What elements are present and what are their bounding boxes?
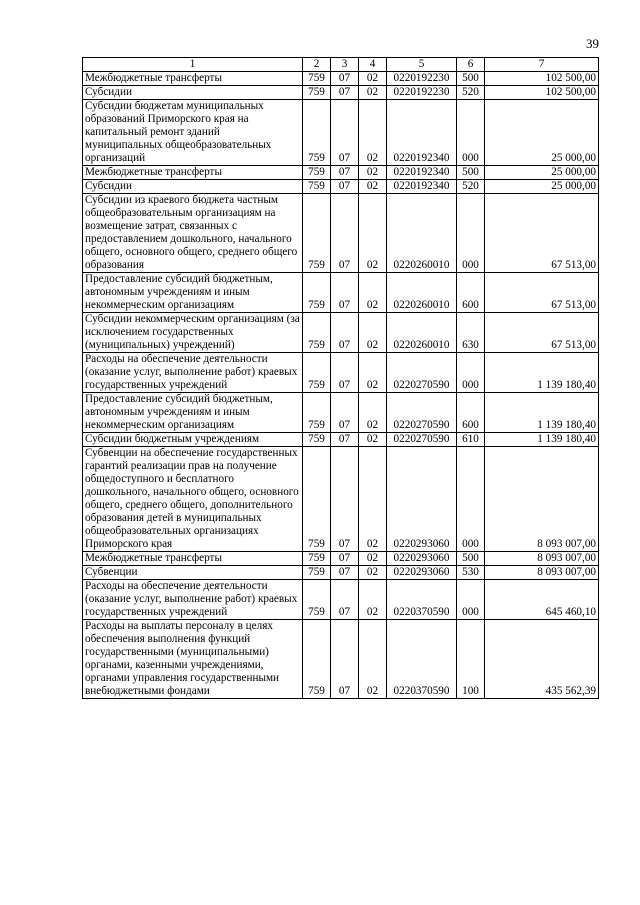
row-name-cell: Межбюджетные трансферты [83,72,303,86]
row-subsection-cell: 02 [359,273,387,313]
column-header: 2 [303,58,331,72]
row-name-cell: Субсидии некоммерческим организациям (за исключением государственных (муниципальных) учреждений) [83,313,303,353]
row-expense-type-cell: 000 [457,100,485,166]
row-amount-cell: 25 000,00 [485,100,599,166]
row-grbs-cell: 759 [303,393,331,433]
row-section-cell: 07 [331,100,359,166]
row-target-code-cell: 0220293060 [387,566,457,580]
table-row [83,313,599,353]
row-target-code-cell: 0220192340 [387,180,457,194]
table-row [83,194,599,273]
row-name-cell: Субвенции на обеспечение государственных гарантий реализации прав на получение общедоступного и бесплатного дошкольного, начального общего, основного общего, среднего общего, дополнительного образования детей в муниципальных общеобразовательных организациях Приморского края [83,447,303,552]
table-row [83,100,599,166]
row-name-cell: Субвенции [83,566,303,580]
row-section-cell: 07 [331,433,359,447]
row-name-cell: Расходы на обеспечение деятельности (оказание услуг, выполнение работ) краевых государственных учреждений [83,353,303,393]
row-subsection-cell: 02 [359,580,387,620]
table-row [83,353,599,393]
row-section-cell: 07 [331,86,359,100]
row-expense-type-cell: 100 [457,620,485,699]
row-subsection-cell: 02 [359,552,387,566]
row-section-cell: 07 [331,447,359,552]
row-target-code-cell: 0220192340 [387,166,457,180]
row-grbs-cell: 759 [303,86,331,100]
row-name-cell: Субсидии бюджетным учреждениям [83,433,303,447]
row-target-code-cell: 0220192230 [387,72,457,86]
row-expense-type-cell: 000 [457,353,485,393]
row-amount-cell: 25 000,00 [485,166,599,180]
row-target-code-cell: 0220270590 [387,433,457,447]
row-subsection-cell: 02 [359,566,387,580]
header-row [83,58,599,72]
row-grbs-cell: 759 [303,566,331,580]
row-grbs-cell: 759 [303,100,331,166]
row-name-cell: Субсидии [83,86,303,100]
row-grbs-cell: 759 [303,313,331,353]
row-expense-type-cell: 500 [457,166,485,180]
row-target-code-cell: 0220270590 [387,353,457,393]
row-expense-type-cell: 000 [457,194,485,273]
table-header [83,58,599,72]
row-amount-cell: 67 513,00 [485,313,599,353]
row-section-cell: 07 [331,313,359,353]
row-name-cell: Субсидии из краевого бюджета частным общеобразовательным организациям на возмещение затрат, связанных с предоставлением дошкольного, начального общего, основного общего, среднего общего образования [83,194,303,273]
row-grbs-cell: 759 [303,620,331,699]
table-row [83,273,599,313]
row-section-cell: 07 [331,393,359,433]
row-section-cell: 07 [331,353,359,393]
row-section-cell: 07 [331,620,359,699]
row-target-code-cell: 0220192340 [387,100,457,166]
row-expense-type-cell: 520 [457,180,485,194]
table-row [83,566,599,580]
table-row [83,180,599,194]
table-row [83,72,599,86]
row-target-code-cell: 0220260010 [387,313,457,353]
row-target-code-cell: 0220260010 [387,194,457,273]
row-expense-type-cell: 500 [457,552,485,566]
row-amount-cell: 1 139 180,40 [485,353,599,393]
row-subsection-cell: 02 [359,72,387,86]
row-amount-cell: 8 093 007,00 [485,566,599,580]
row-section-cell: 07 [331,273,359,313]
row-subsection-cell: 02 [359,393,387,433]
row-expense-type-cell: 600 [457,393,485,433]
row-name-cell: Предоставление субсидий бюджетным, автономным учреждениям и иным некоммерческим организациям [83,393,303,433]
page-number: 39 [586,36,599,51]
row-amount-cell: 645 460,10 [485,580,599,620]
column-header: 3 [331,58,359,72]
row-section-cell: 07 [331,552,359,566]
column-header: 4 [359,58,387,72]
table-row [83,393,599,433]
row-name-cell: Межбюджетные трансферты [83,166,303,180]
row-subsection-cell: 02 [359,194,387,273]
row-grbs-cell: 759 [303,447,331,552]
row-target-code-cell: 0220293060 [387,552,457,566]
row-name-cell: Субсидии [83,180,303,194]
row-subsection-cell: 02 [359,433,387,447]
row-subsection-cell: 02 [359,353,387,393]
row-grbs-cell: 759 [303,552,331,566]
row-expense-type-cell: 520 [457,86,485,100]
row-subsection-cell: 02 [359,166,387,180]
row-section-cell: 07 [331,72,359,86]
row-expense-type-cell: 600 [457,273,485,313]
row-grbs-cell: 759 [303,72,331,86]
row-subsection-cell: 02 [359,180,387,194]
column-header: 1 [83,58,303,72]
row-expense-type-cell: 000 [457,580,485,620]
row-section-cell: 07 [331,194,359,273]
table-row [83,86,599,100]
table-row [83,552,599,566]
row-grbs-cell: 759 [303,180,331,194]
row-grbs-cell: 759 [303,194,331,273]
row-expense-type-cell: 610 [457,433,485,447]
budget-table [82,57,599,699]
row-name-cell: Предоставление субсидий бюджетным, автономным учреждениям и иным некоммерческим организациям [83,273,303,313]
row-target-code-cell: 0220293060 [387,447,457,552]
row-name-cell: Расходы на выплаты персоналу в целях обеспечения выполнения функций государственными (муниципальными) органами, казенными учреждениями, органами управления государственными внебюджетными фондами [83,620,303,699]
row-amount-cell: 67 513,00 [485,194,599,273]
table-body [83,72,599,699]
table-row [83,447,599,552]
table-row [83,433,599,447]
row-amount-cell: 1 139 180,40 [485,393,599,433]
row-section-cell: 07 [331,166,359,180]
row-grbs-cell: 759 [303,433,331,447]
row-expense-type-cell: 500 [457,72,485,86]
row-grbs-cell: 759 [303,273,331,313]
row-amount-cell: 102 500,00 [485,72,599,86]
row-amount-cell: 1 139 180,40 [485,433,599,447]
row-target-code-cell: 0220192230 [387,86,457,100]
row-amount-cell: 25 000,00 [485,180,599,194]
row-subsection-cell: 02 [359,313,387,353]
row-name-cell: Субсидии бюджетам муниципальных образований Приморского края на капитальный ремонт зданий муниципальных общеобразовательных организаций [83,100,303,166]
row-expense-type-cell: 630 [457,313,485,353]
row-amount-cell: 435 562,39 [485,620,599,699]
row-amount-cell: 8 093 007,00 [485,447,599,552]
row-name-cell: Межбюджетные трансферты [83,552,303,566]
row-grbs-cell: 759 [303,166,331,180]
row-subsection-cell: 02 [359,447,387,552]
row-section-cell: 07 [331,580,359,620]
row-name-cell: Расходы на обеспечение деятельности (оказание услуг, выполнение работ) краевых государственных учреждений [83,580,303,620]
table-row [83,620,599,699]
table-row [83,580,599,620]
column-header: 6 [457,58,485,72]
row-subsection-cell: 02 [359,620,387,699]
column-header: 7 [485,58,599,72]
row-amount-cell: 8 093 007,00 [485,552,599,566]
row-section-cell: 07 [331,566,359,580]
row-subsection-cell: 02 [359,86,387,100]
row-target-code-cell: 0220370590 [387,580,457,620]
row-expense-type-cell: 530 [457,566,485,580]
row-grbs-cell: 759 [303,580,331,620]
row-grbs-cell: 759 [303,353,331,393]
table-row [83,166,599,180]
row-amount-cell: 67 513,00 [485,273,599,313]
row-subsection-cell: 02 [359,100,387,166]
row-section-cell: 07 [331,180,359,194]
row-target-code-cell: 0220370590 [387,620,457,699]
row-expense-type-cell: 000 [457,447,485,552]
column-header: 5 [387,58,457,72]
row-amount-cell: 102 500,00 [485,86,599,100]
row-target-code-cell: 0220260010 [387,273,457,313]
row-target-code-cell: 0220270590 [387,393,457,433]
